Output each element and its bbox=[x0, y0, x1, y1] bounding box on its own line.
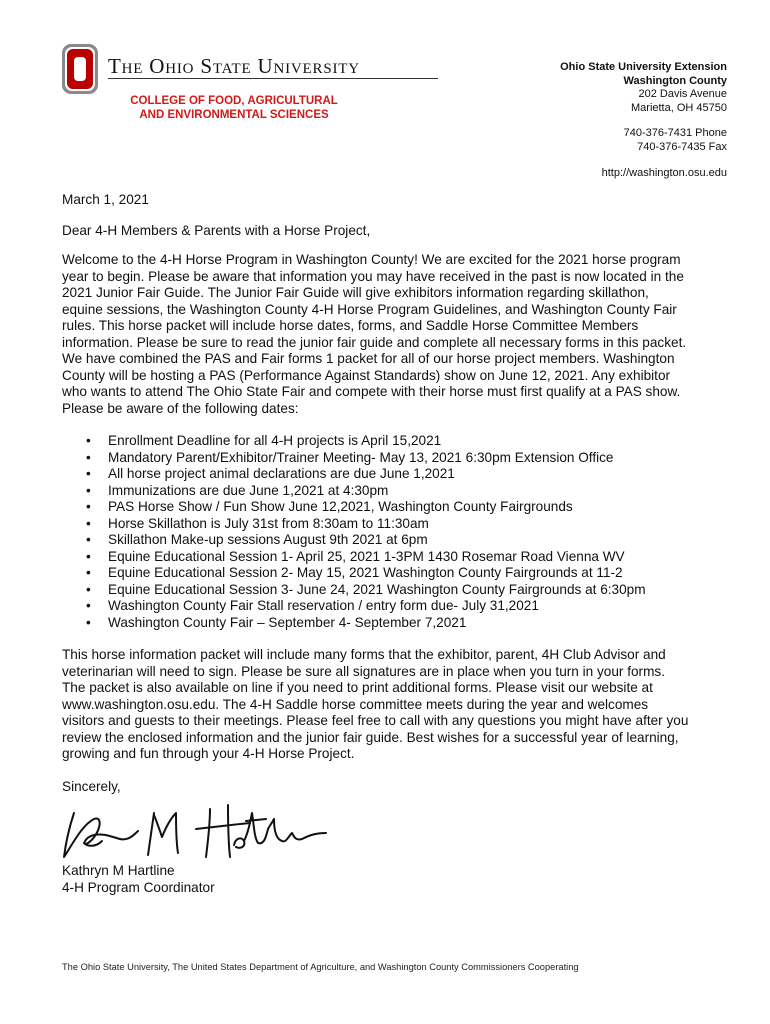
salutation: Dear 4-H Members & Parents with a Horse Project, bbox=[62, 222, 371, 238]
closing-line: visitors and guests to their meetings. Please feel free to call with any questions you might have after you bbox=[62, 713, 689, 728]
signer-block bbox=[62, 863, 712, 896]
extension-address bbox=[560, 61, 727, 180]
intro-line: equine sessions, the Washington County 4-H Horse Program Guidelines, and Washington County Fair bbox=[62, 301, 677, 317]
intro-line: year to begin. Please be aware that information you may have received in the past is now located in the bbox=[62, 268, 684, 284]
handwritten-signature bbox=[60, 801, 350, 863]
intro-line: Welcome to the 4-H Horse Program in Washington County! We are excited for the 2021 horse program bbox=[62, 252, 681, 267]
closing-line: veterinarian will need to sign. Please be sure all signatures are in place when you turn in your forms. bbox=[62, 663, 665, 679]
signer-title: 4-H Program Coordinator bbox=[62, 879, 215, 895]
closing-line: This horse information packet will include many forms that the exhibitor, parent, 4H Club Advisor and bbox=[62, 647, 666, 662]
closing-line: review the enclosed information and the junior fair guide. Best wishes for a successful year of learning, bbox=[62, 729, 679, 745]
website-link[interactable]: http://washington.osu.edu bbox=[601, 166, 727, 179]
university-name: The Ohio State University bbox=[108, 54, 360, 78]
list-item: • All horse project animal declarations are due June 1,2021 bbox=[62, 466, 712, 483]
fax-number: 740-376-7435 Fax bbox=[637, 140, 727, 153]
intro-line: who wants to attend The Ohio State Fair and compete with their horse must first qualify at a PAS show. bbox=[62, 384, 681, 399]
list-item: • PAS Horse Show / Fun Show June 12,2021, Washington County Fairgrounds bbox=[62, 499, 712, 516]
intro-line: Please be aware of the following dates: bbox=[62, 400, 299, 416]
city-state-zip: Marietta, OH 45750 bbox=[631, 101, 727, 114]
footer-cooperation-note: The Ohio State University, The United States Department of Agriculture, and Washington County Commissioners Cooperating bbox=[62, 962, 579, 972]
important-dates-list bbox=[62, 433, 712, 631]
closing-line: www.washington.osu.edu. The 4-H Saddle horse committee meets during the year and welcomes bbox=[62, 696, 649, 712]
university-wordmark bbox=[108, 54, 438, 79]
list-item: • Enrollment Deadline for all 4-H projects is April 15,2021 bbox=[62, 433, 712, 450]
closing-line: growing and fun through your 4-H Horse Project. bbox=[62, 746, 355, 761]
intro-line: 2021 Junior Fair Guide. The Junior Fair Guide will give exhibitors information regarding skillathon, bbox=[62, 285, 649, 300]
block-o-logo-icon bbox=[62, 44, 98, 94]
letter-body bbox=[62, 192, 712, 896]
list-item: • Equine Educational Session 1- April 25, 2021 1-3PM 1430 Rosemar Road Vienna WV bbox=[62, 549, 712, 566]
closing-paragraph bbox=[62, 647, 712, 763]
list-item: • Equine Educational Session 2- May 15, 2021 Washington County Fairgrounds at 11-2 bbox=[62, 565, 712, 582]
list-item: • Mandatory Parent/Exhibitor/Trainer Meeting- May 13, 2021 6:30pm Extension Office bbox=[62, 450, 712, 467]
list-item: • Washington County Fair Stall reservation / entry form due- July 31,2021 bbox=[62, 598, 712, 615]
list-item: • Washington County Fair – September 4- September 7,2021 bbox=[62, 615, 712, 632]
closing-line: The packet is also available on line if you need to print additional forms. Please visit our website at bbox=[62, 680, 653, 695]
list-item: • Horse Skillathon is July 31st from 8:30am to 11:30am bbox=[62, 516, 712, 533]
phone-number: 740-376-7431 Phone bbox=[623, 127, 727, 140]
list-item: • Equine Educational Session 3- June 24, 2021 Washington County Fairgrounds at 6:30pm bbox=[62, 582, 712, 599]
street-address: 202 Davis Avenue bbox=[638, 88, 727, 101]
list-item: • Skillathon Make-up sessions August 9th 2021 at 6pm bbox=[62, 532, 712, 549]
org-name: Ohio State University Extension bbox=[560, 61, 727, 73]
intro-line: County will be hosting a PAS (Performance Against Standards) show on June 12, 2021. Any exhibitor bbox=[62, 367, 671, 383]
wordmark-rule bbox=[108, 78, 438, 79]
intro-paragraph bbox=[62, 252, 712, 417]
intro-line: We have combined the PAS and Fair forms 1 packet for all of our horse project members. Washington bbox=[62, 351, 675, 366]
intro-line: rules. This horse packet will include horse dates, forms, and Saddle Horse Committee Members bbox=[62, 318, 639, 333]
letter-date: March 1, 2021 bbox=[62, 192, 149, 207]
college-line-2: AND ENVIRONMENTAL SCIENCES bbox=[139, 109, 329, 121]
college-name bbox=[124, 94, 344, 122]
intro-line: information. Please be sure to read the junior fair guide and complete all necessary forms in this packet. bbox=[62, 334, 687, 350]
list-item: • Immunizations are due June 1,2021 at 4:30pm bbox=[62, 483, 712, 500]
signer-name: Kathryn M Hartline bbox=[62, 863, 175, 878]
sign-off: Sincerely, bbox=[62, 778, 121, 794]
college-line-1: COLLEGE OF FOOD, AGRICULTURAL bbox=[130, 95, 338, 107]
county-name: Washington County bbox=[623, 74, 727, 87]
